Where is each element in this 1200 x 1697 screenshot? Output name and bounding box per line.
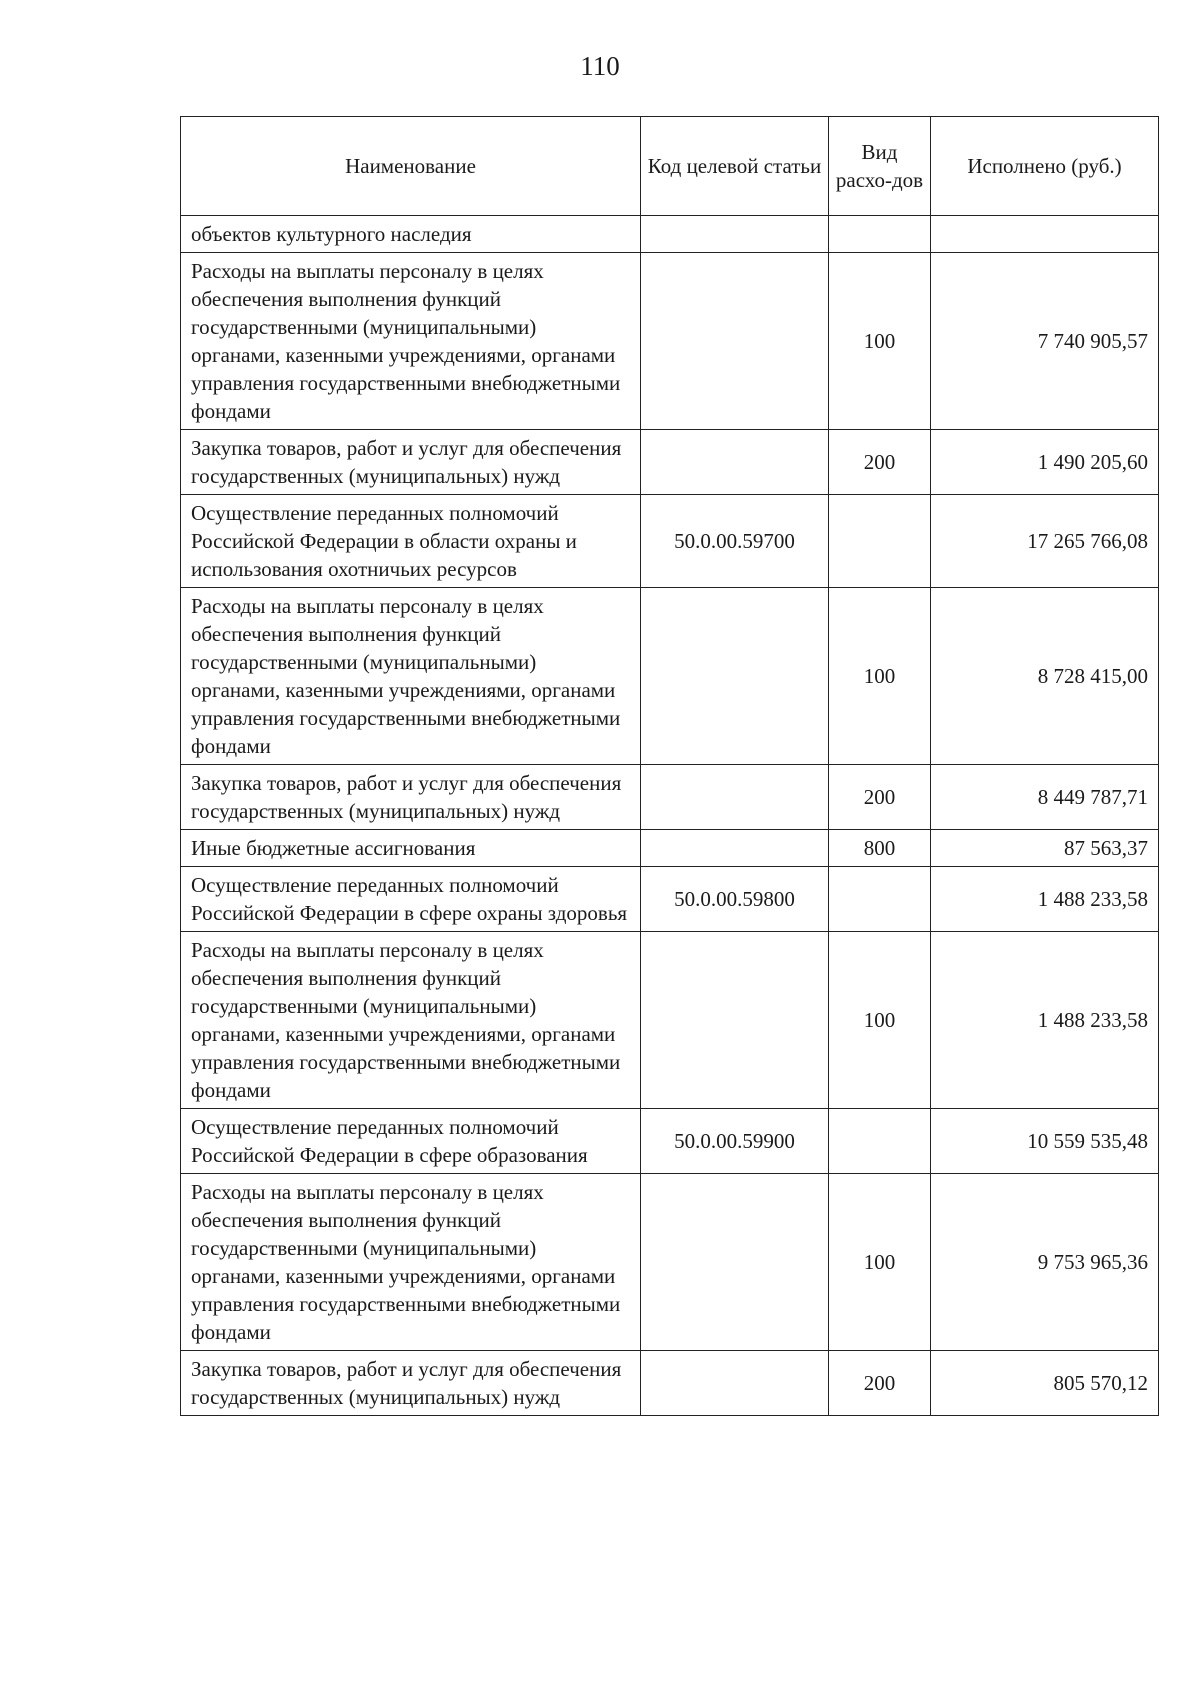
row-amount: 9 753 965,36 (931, 1174, 1159, 1351)
row-amount: 805 570,12 (931, 1351, 1159, 1416)
row-name: объектов культурного наследия (181, 216, 641, 253)
row-code (641, 932, 829, 1109)
row-amount: 10 559 535,48 (931, 1109, 1159, 1174)
table-row (181, 253, 1159, 430)
row-code: 50.0.00.59800 (641, 867, 829, 932)
row-amount: 1 488 233,58 (931, 932, 1159, 1109)
row-kind: 100 (829, 932, 931, 1109)
row-code: 50.0.00.59900 (641, 1109, 829, 1174)
table-header-row (181, 117, 1159, 216)
table-row (181, 495, 1159, 588)
header-amount: Исполнено (руб.) (931, 117, 1159, 216)
row-code (641, 830, 829, 867)
row-name: Осуществление переданных полномочий Российской Федерации в сфере образования (181, 1109, 641, 1174)
table-row (181, 216, 1159, 253)
table-row (181, 1109, 1159, 1174)
header-name: Наименование (181, 117, 641, 216)
row-kind (829, 1109, 931, 1174)
row-kind: 200 (829, 430, 931, 495)
row-code (641, 430, 829, 495)
row-code (641, 588, 829, 765)
row-amount: 87 563,37 (931, 830, 1159, 867)
row-amount: 1 488 233,58 (931, 867, 1159, 932)
row-amount: 17 265 766,08 (931, 495, 1159, 588)
row-code (641, 1351, 829, 1416)
row-name: Закупка товаров, работ и услуг для обеспечения государственных (муниципальных) нужд (181, 1351, 641, 1416)
row-code: 50.0.00.59700 (641, 495, 829, 588)
table-row (181, 765, 1159, 830)
row-kind (829, 216, 931, 253)
row-kind (829, 495, 931, 588)
row-name: Расходы на выплаты персоналу в целях обеспечения выполнения функций государственными (муниципальными) органами, казенными учреждениями, органами управления государственными внебюджетными фондами (181, 588, 641, 765)
row-kind: 200 (829, 1351, 931, 1416)
row-kind: 800 (829, 830, 931, 867)
table-row (181, 830, 1159, 867)
row-name: Расходы на выплаты персоналу в целях обеспечения выполнения функций государственными (муниципальными) органами, казенными учреждениями, органами управления государственными внебюджетными фондами (181, 1174, 641, 1351)
row-code (641, 216, 829, 253)
header-kind: Вид расхо-дов (829, 117, 931, 216)
row-name: Расходы на выплаты персоналу в целях обеспечения выполнения функций государственными (муниципальными) органами, казенными учреждениями, органами управления государственными внебюджетными фондами (181, 253, 641, 430)
row-name: Осуществление переданных полномочий Российской Федерации в сфере охраны здоровья (181, 867, 641, 932)
row-amount: 1 490 205,60 (931, 430, 1159, 495)
row-amount: 7 740 905,57 (931, 253, 1159, 430)
table-row (181, 932, 1159, 1109)
table-row (181, 1174, 1159, 1351)
row-kind: 100 (829, 588, 931, 765)
row-name: Иные бюджетные ассигнования (181, 830, 641, 867)
expenditure-table (180, 116, 1159, 1416)
table-row (181, 867, 1159, 932)
table-row (181, 1351, 1159, 1416)
row-code (641, 1174, 829, 1351)
row-amount (931, 216, 1159, 253)
page-number: 110 (580, 51, 620, 81)
table-row (181, 588, 1159, 765)
row-name: Закупка товаров, работ и услуг для обеспечения государственных (муниципальных) нужд (181, 765, 641, 830)
row-kind: 200 (829, 765, 931, 830)
table-row (181, 430, 1159, 495)
header-code: Код целевой статьи (641, 117, 829, 216)
row-kind (829, 867, 931, 932)
row-code (641, 253, 829, 430)
row-code (641, 765, 829, 830)
row-amount: 8 728 415,00 (931, 588, 1159, 765)
row-amount: 8 449 787,71 (931, 765, 1159, 830)
row-kind: 100 (829, 253, 931, 430)
row-kind: 100 (829, 1174, 931, 1351)
row-name: Расходы на выплаты персоналу в целях обеспечения выполнения функций государственными (муниципальными) органами, казенными учреждениями, органами управления государственными внебюджетными фондами (181, 932, 641, 1109)
row-name: Осуществление переданных полномочий Российской Федерации в области охраны и использования охотничьих ресурсов (181, 495, 641, 588)
row-name: Закупка товаров, работ и услуг для обеспечения государственных (муниципальных) нужд (181, 430, 641, 495)
